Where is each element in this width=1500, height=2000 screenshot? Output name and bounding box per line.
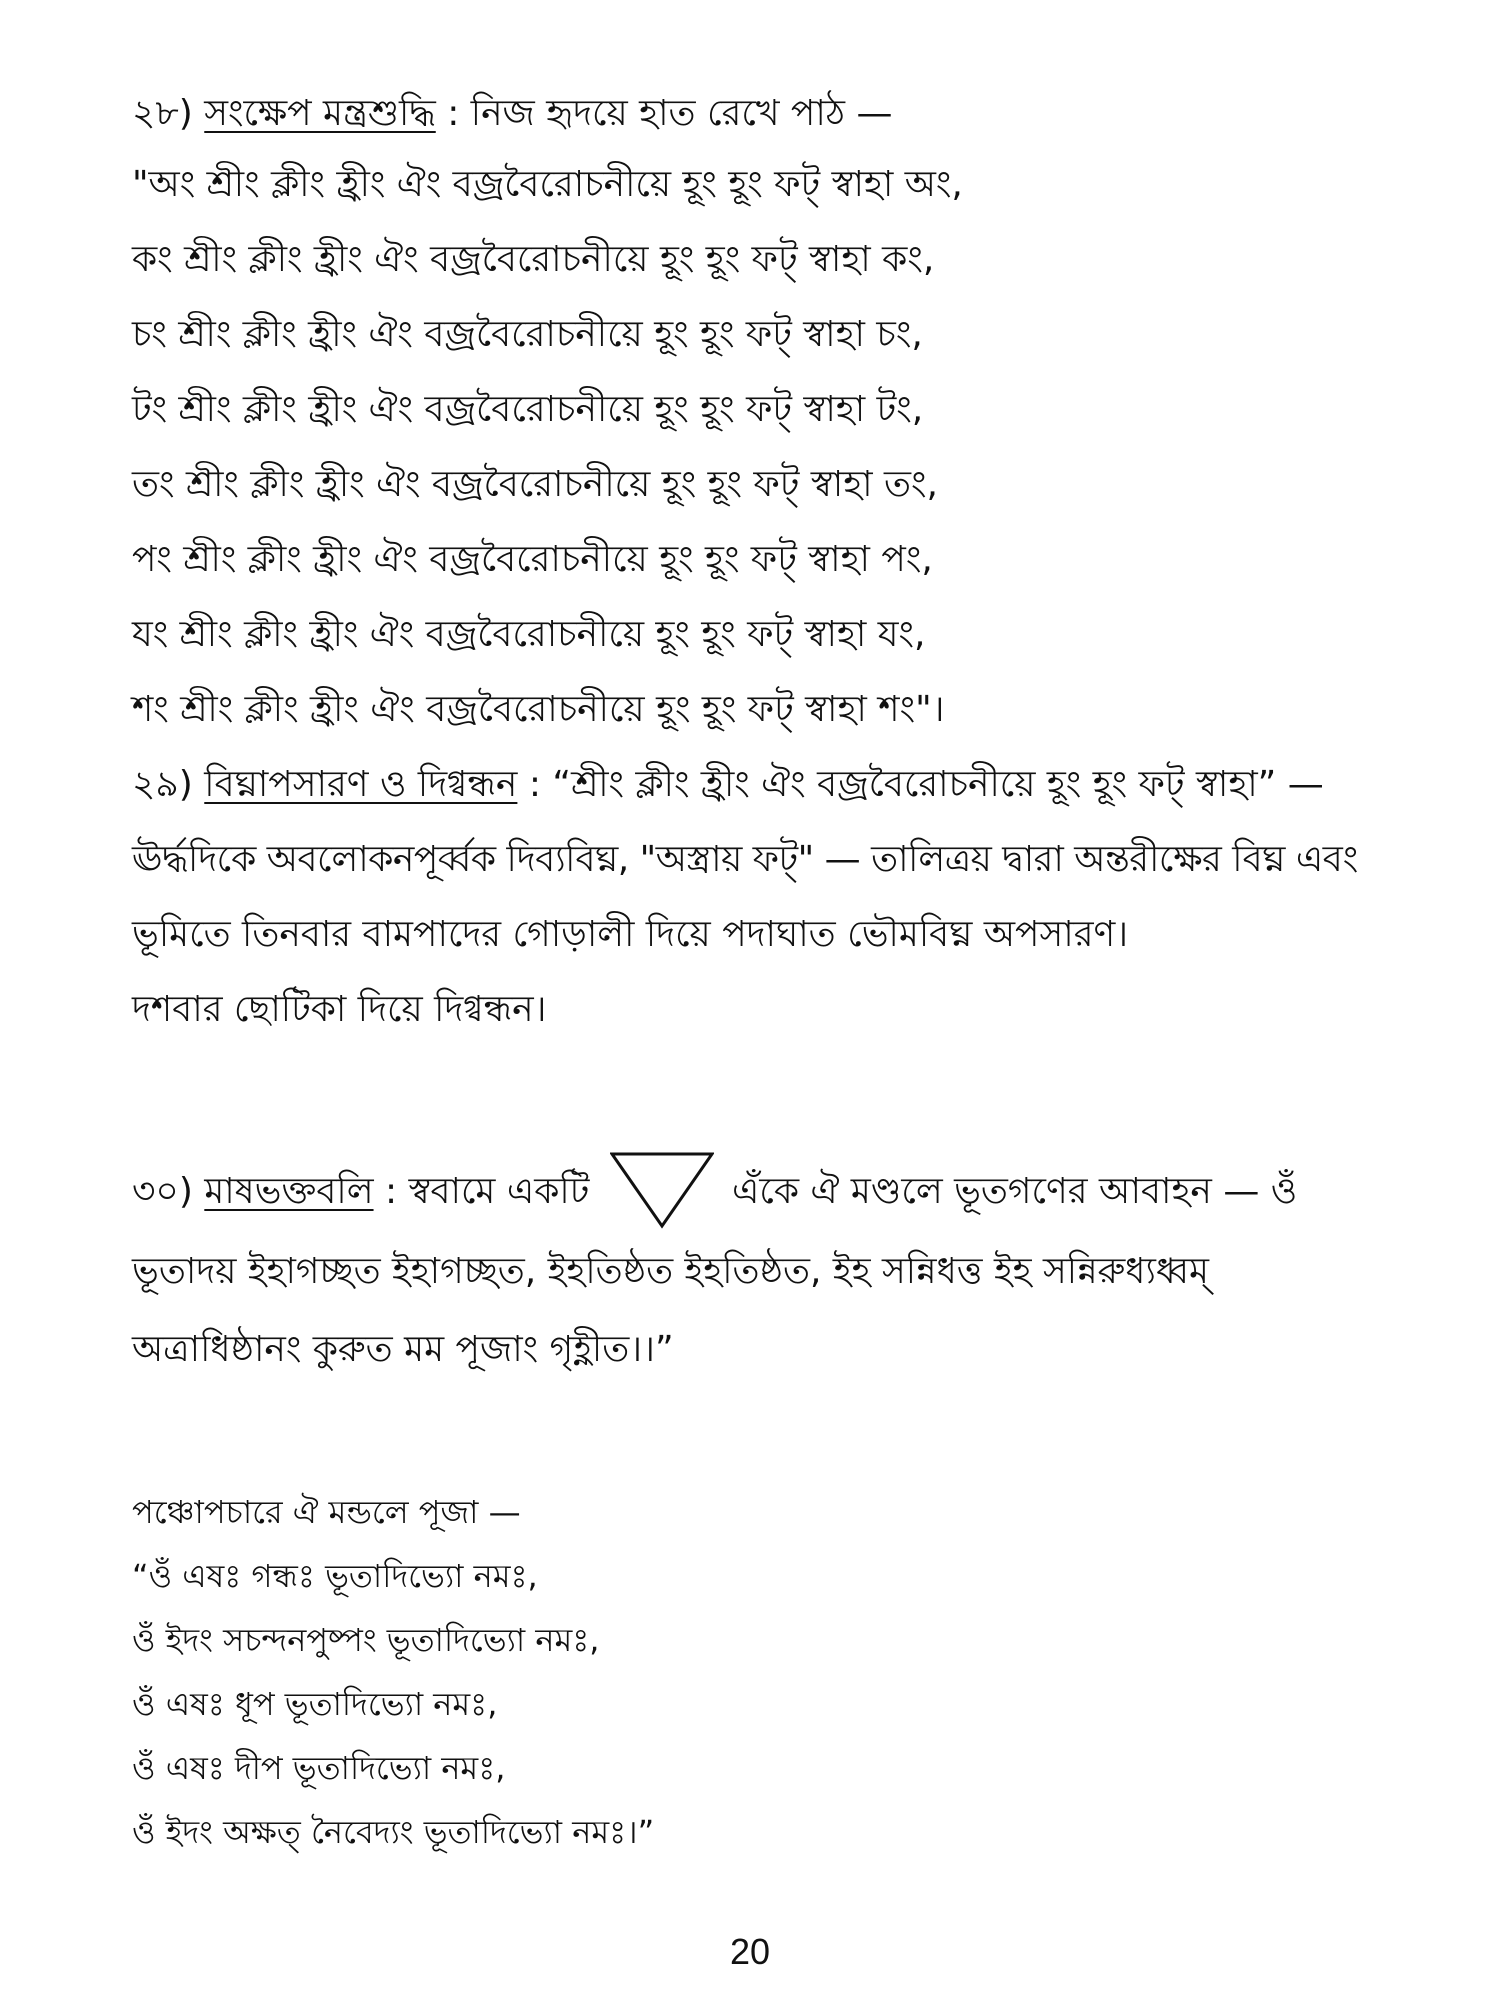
worship-line: ওঁ ইদং সচন্দনপুষ্পং ভূতাদিভ্যো নমঃ,	[132, 1621, 600, 1659]
panchopachar-heading: পঞ্চোপচারে ঐ মন্ডলে পূজা —	[132, 1493, 521, 1531]
section-30-number: ৩০)	[132, 1171, 205, 1212]
mantra-line: তং শ্রীং ক্লীং হ্রীং ঐং বজ্রবৈরোচনীয়ে হূং হূং ফট্ স্বাহা তং,	[132, 464, 938, 505]
mantra-line: শং শ্রীং ক্লীং হ্রীং ঐং বজ্রবৈরোচনীয়ে হূং হূং ফট্ স্বাহা শং"।	[132, 689, 945, 730]
worship-line: ওঁ এষঃ দীপ ভূতাদিভ্যো নমঃ,	[132, 1749, 506, 1787]
mantra-line: যং শ্রীং ক্লীং হ্রীং ঐং বজ্রবৈরোচনীয়ে হূং হূং ফট্ স্বাহা যং,	[132, 614, 926, 655]
section-28-rest: : নিজ হৃদয়ে হাত রেখে পাঠ —	[435, 93, 893, 134]
section-29-rest: : “শ্রীং ক্লীং হ্রীং ঐং বজ্রবৈরোচনীয়ে হূং হূং ফট্ স্বাহা” —	[517, 764, 1324, 805]
section-29-number: ২৯)	[132, 764, 205, 805]
section-29-text-line: ভূমিতে তিনবার বামপাদের গোড়ালী দিয়ে পদাঘাত ভৌমবিঘ্ন অপসারণ।	[132, 914, 1129, 955]
mantra-line: "অং শ্রীং ক্লীং হ্রীং ঐং বজ্রবৈরোচনীয়ে হূং হূং ফট্ স্বাহা অং,	[132, 164, 963, 205]
page-number: 20	[729, 1931, 771, 1972]
section-30-title: মাষভক্তবলি	[204, 1171, 374, 1212]
section-28-number: ২৮)	[132, 93, 205, 134]
section-28-title: সংক্ষেপ মন্ত্রশুদ্ধি	[204, 93, 436, 134]
section-30-rest-after: এঁকে ঐ মণ্ডলে ভূতগণের আবাহন — ওঁ	[732, 1171, 1298, 1212]
worship-line: “ওঁ এষঃ গন্ধঃ ভূতাদিভ্যো নমঃ,	[132, 1557, 538, 1595]
inverted-triangle-icon	[610, 1152, 714, 1230]
section-29-text-line: দশবার ছোটিকা দিয়ে দিগ্বন্ধন।	[132, 989, 547, 1030]
section-30-text-line: ভূতাদয় ইহাগচ্ছত ইহাগচ্ছত, ইহতিষ্ঠত ইহতিষ্ঠত, ইহ সন্নিধত্ত ইহ সন্নিরুধ্যধ্বম্	[132, 1251, 1210, 1292]
worship-line: ওঁ ইদং অক্ষত্ নৈবেদ্যং ভূতাদিভ্যো নমঃ।”	[132, 1813, 655, 1851]
section-30-rest-before: : স্ববামে একটি	[373, 1171, 590, 1212]
mantra-line: টং শ্রীং ক্লীং হ্রীং ঐং বজ্রবৈরোচনীয়ে হূং হূং ফট্ স্বাহা টং,	[132, 389, 924, 430]
section-30-text-line: অত্রাধিষ্ঠানং কুরুত মম পূজাং গৃহ্ণীত।।”	[132, 1329, 674, 1370]
section-30-heading	[132, 1170, 589, 1214]
worship-line: ওঁ এষঃ ধূপ ভূতাদিভ্যো নমঃ,	[132, 1685, 498, 1723]
mantra-line: পং শ্রীং ক্লীং হ্রীং ঐং বজ্রবৈরোচনীয়ে হূং হূং ফট্ স্বাহা পং,	[132, 539, 933, 580]
section-28-heading	[132, 92, 892, 136]
section-29-text-line: ঊর্দ্ধদিকে অবলোকনপূর্ব্বক দিব্যবিঘ্ন, "অস্ত্রায় ফট্" — তালিত্রয় দ্বারা অন্তরীক্ষের বিঘ্ন এবং	[132, 839, 1358, 880]
section-29-title: বিঘ্নাপসারণ ও দিগ্বন্ধন	[204, 764, 518, 805]
section-29-heading	[132, 763, 1324, 807]
mantra-line: কং শ্রীং ক্লীং হ্রীং ঐং বজ্রবৈরোচনীয়ে হূং হূং ফট্ স্বাহা কং,	[132, 239, 935, 280]
mantra-line: চং শ্রীং ক্লীং হ্রীং ঐং বজ্রবৈরোচনীয়ে হূং হূং ফট্ স্বাহা চং,	[132, 314, 923, 355]
